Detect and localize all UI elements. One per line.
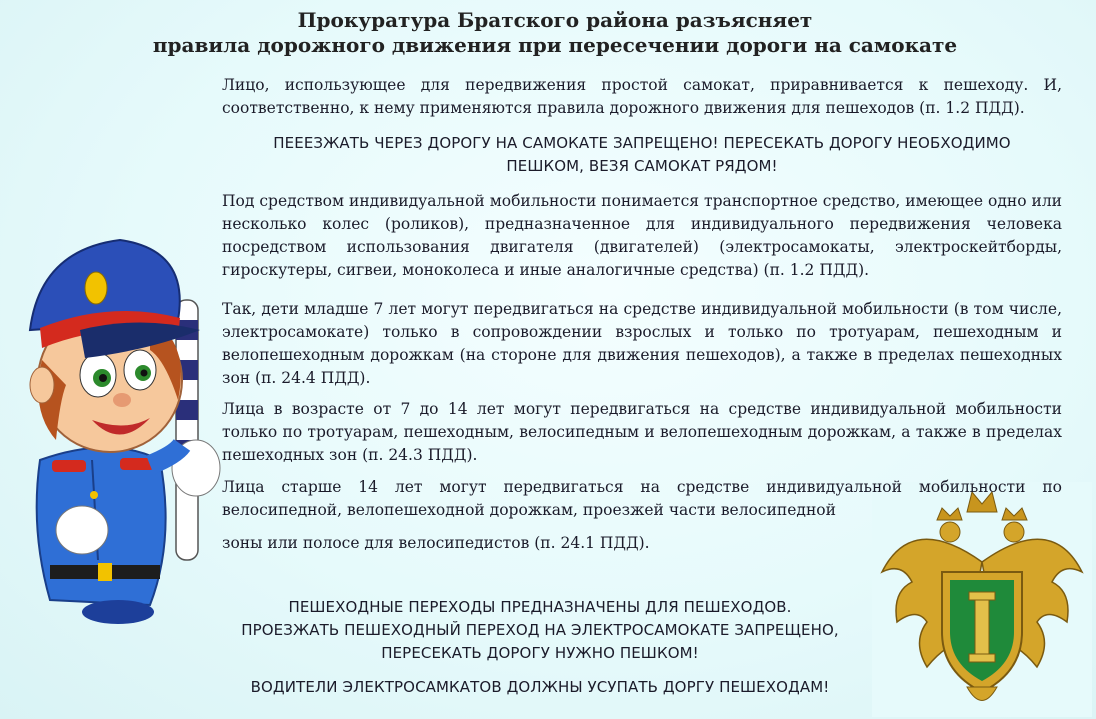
warning-line: ПРОЕЗЖАТЬ ПЕШЕХОДНЫЙ ПЕРЕХОД НА ЭЛЕКТРОСАМОКАТЕ ЗАПРЕЩЕНО, [241,621,839,639]
paragraph-7-to-14: Лица в возрасте от 7 до 14 лет могут передвигаться на средстве индивидуальной мобильности только по тротуарам, пешеходным, велосипедным и велопешеходным дорожкам, а также в пределах пешеходных зон (п. 24.3 ПДД). [222,400,1062,464]
paragraph-under-7: Так, дети младше 7 лет могут передвигаться на средстве индивидуальной мобильности (в том числе, электросамокате) только в сопровождении взрослых и только по тротуарам, пешеходным и велопешеходным дорожкам (на стороне для движения пешеходов), а также в пределах пешеходных зон (п. 24.4 ПДД). [222,300,1062,387]
warning-line: ПЕШКОМ, ВЕЗЯ САМОКАТ РЯДОМ! [506,157,778,175]
paragraph-over-14-line1: Лица старше 14 лет могут передвигаться на средстве индивидуальной мобильности по [222,478,1062,496]
warning-line: ПЕРЕСЕКАТЬ ДОРОГУ НУЖНО ПЕШКОМ! [381,644,699,662]
warning-crossing-on-scooter [222,132,1062,178]
paragraph-over-14-line3: зоны или полосе для велосипедистов (п. 24.1 ПДД). [222,534,650,552]
traffic-police-boy-illustration [0,210,240,630]
title-line-1: Прокуратура Братского района разъясняет [297,8,813,32]
warning-line: ВОДИТЕЛИ ЭЛЕКТРОСАМКАТОВ ДОЛЖНЫ УСУПАТЬ ДОРГУ ПЕШЕХОДАМ! [250,678,830,696]
paragraph-mobility-definition: Под средством индивидуальной мобильности понимается транспортное средство, имеющее одно или несколько колес (роликов), предназначенное для индивидуального передвижения человека посредством использования двигателя (двигателей) (электросамокаты, электроскейтборды, гироскутеры, сигвеи, моноколеса и иные аналогичные средства) (п. 1.2 ПДД). [222,192,1062,279]
paragraph-simple-scooter: Лицо, использующее для передвижения простой самокат, приравнивается к пешеходу. И, соответственно, к нему применяются правила дорожного движения для пешеходов (п. 1.2 ПДД). [222,76,1062,117]
page-title [100,8,1010,58]
traffic-baton-icon [176,300,198,560]
title-line-2: правила дорожного движения при пересечении дороги на самокате [152,33,958,57]
warning-yield-to-pedestrians [190,676,890,699]
warning-pedestrian-crossings [190,596,890,665]
paragraph-over-14-line2: велосипедной, велопешеходной дорожкам, проезжей части велосипедной [222,501,836,519]
warning-line: ПЕЕЕЗЖАТЬ ЧЕРЕЗ ДОРОГУ НА САМОКАТЕ ЗАПРЕЩЕНО! ПЕРЕСЕКАТЬ ДОРОГУ НЕОБХОДИМО [273,134,1011,152]
warning-line: ПЕШЕХОДНЫЕ ПЕРЕХОДЫ ПРЕДНАЗНАЧЕНЫ ДЛЯ ПЕШЕХОДОВ. [288,598,792,616]
prosecutor-emblem-icon [872,482,1092,717]
